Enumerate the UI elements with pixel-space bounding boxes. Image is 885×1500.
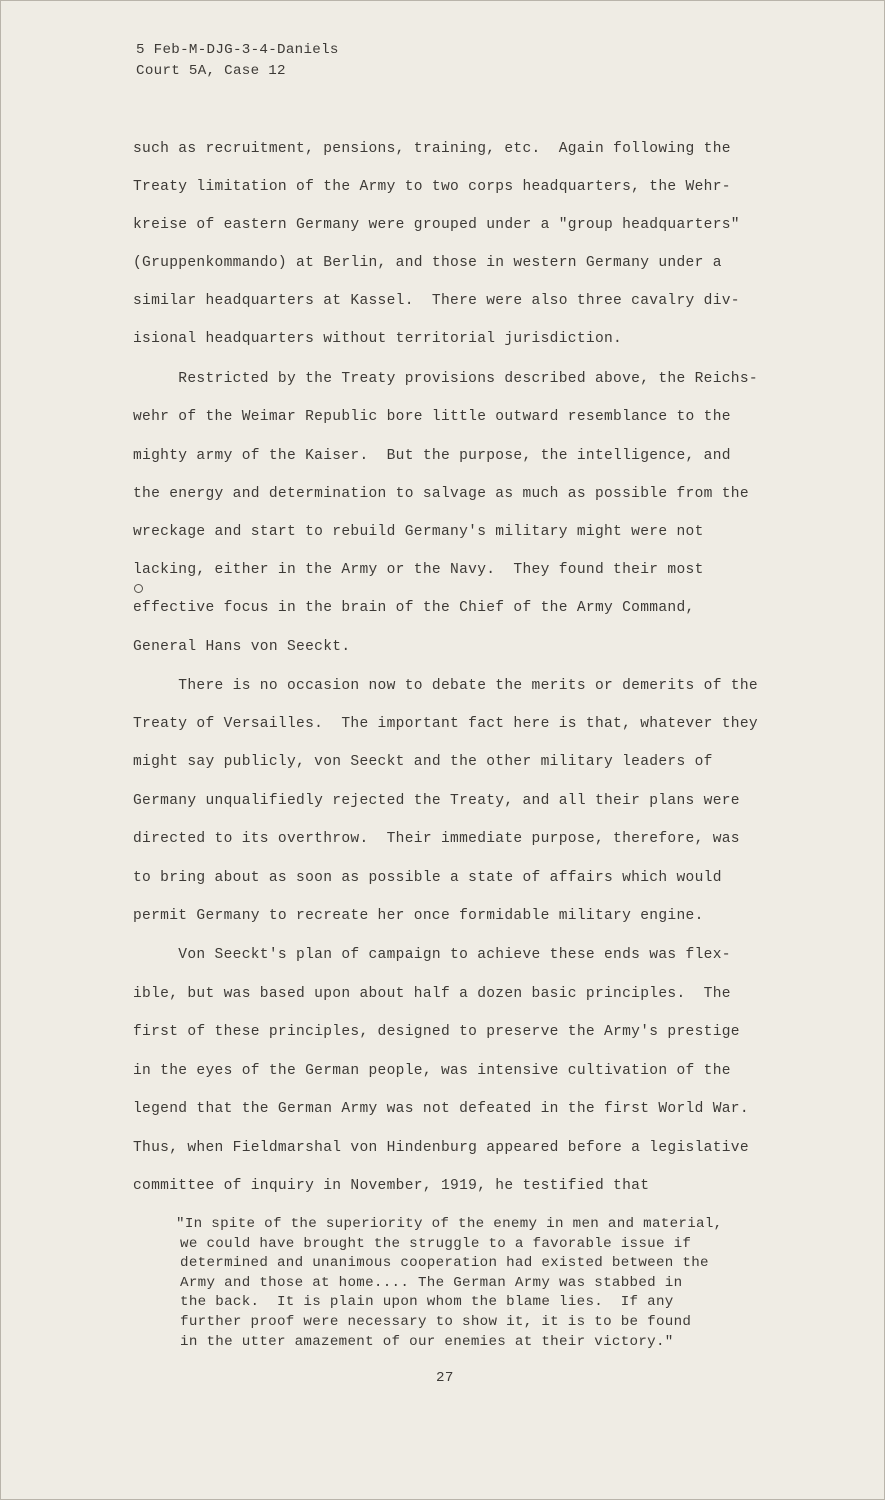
body-line: wehr of the Weimar Republic bore little outward resemblance to the bbox=[133, 409, 731, 425]
body-line: directed to its overthrow. Their immediate purpose, therefore, was bbox=[133, 831, 740, 847]
body-line: permit Germany to recreate her once formidable military engine. bbox=[133, 908, 704, 924]
body-line: There is no occasion now to debate the merits or demerits of the bbox=[133, 678, 758, 694]
body-line: Thus, when Fieldmarshal von Hindenburg appeared before a legislative bbox=[133, 1140, 749, 1156]
body-line: kreise of eastern Germany were grouped under a "group headquarters" bbox=[133, 217, 740, 233]
body-line: Treaty of Versailles. The important fact here is that, whatever they bbox=[133, 716, 758, 732]
quote-line: the back. It is plain upon whom the blame lies. If any bbox=[180, 1294, 674, 1310]
body-line: Von Seeckt's plan of campaign to achieve these ends was flex- bbox=[133, 947, 731, 963]
body-line: General Hans von Seeckt. bbox=[133, 639, 351, 655]
body-line: effective focus in the brain of the Chief of the Army Command, bbox=[133, 600, 695, 616]
body-line: Germany unqualifiedly rejected the Treaty, and all their plans were bbox=[133, 793, 740, 809]
body-line: committee of inquiry in November, 1919, he testified that bbox=[133, 1178, 650, 1194]
ink-mark-icon bbox=[134, 584, 143, 593]
body-line: (Gruppenkommando) at Berlin, and those in western Germany under a bbox=[133, 255, 722, 271]
body-line: Restricted by the Treaty provisions described above, the Reichs- bbox=[133, 371, 758, 387]
body-line: the energy and determination to salvage as much as possible from the bbox=[133, 486, 749, 502]
quote-line: we could have brought the struggle to a favorable issue if bbox=[180, 1236, 692, 1252]
quote-line: in the utter amazement of our enemies at their victory." bbox=[180, 1334, 674, 1350]
body-line: Treaty limitation of the Army to two corps headquarters, the Wehr- bbox=[133, 179, 731, 195]
quote-line: "In spite of the superiority of the enemy in men and material, bbox=[176, 1216, 723, 1232]
page-number: 27 bbox=[436, 1370, 454, 1386]
header-reference-line: 5 Feb-M-DJG-3-4-Daniels bbox=[136, 42, 339, 58]
body-line: wreckage and start to rebuild Germany's military might were not bbox=[133, 524, 704, 540]
body-line: to bring about as soon as possible a state of affairs which would bbox=[133, 870, 722, 886]
quote-line: Army and those at home.... The German Army was stabbed in bbox=[180, 1275, 683, 1291]
body-line: legend that the German Army was not defeated in the first World War. bbox=[133, 1101, 749, 1117]
body-line: isional headquarters without territorial jurisdiction. bbox=[133, 331, 623, 347]
body-line: first of these principles, designed to preserve the Army's prestige bbox=[133, 1024, 740, 1040]
header-court-line: Court 5A, Case 12 bbox=[136, 63, 286, 79]
quote-line: determined and unanimous cooperation had existed between the bbox=[180, 1255, 709, 1271]
body-line: might say publicly, von Seeckt and the other military leaders of bbox=[133, 754, 713, 770]
body-line: such as recruitment, pensions, training, etc. Again following the bbox=[133, 141, 731, 157]
body-line: ible, but was based upon about half a dozen basic principles. The bbox=[133, 986, 731, 1002]
quote-line: further proof were necessary to show it, it is to be found bbox=[180, 1314, 692, 1330]
body-line: lacking, either in the Army or the Navy. They found their most bbox=[133, 562, 704, 578]
body-line: similar headquarters at Kassel. There were also three cavalry div- bbox=[133, 293, 740, 309]
body-line: mighty army of the Kaiser. But the purpose, the intelligence, and bbox=[133, 448, 731, 464]
body-line: in the eyes of the German people, was intensive cultivation of the bbox=[133, 1063, 731, 1079]
